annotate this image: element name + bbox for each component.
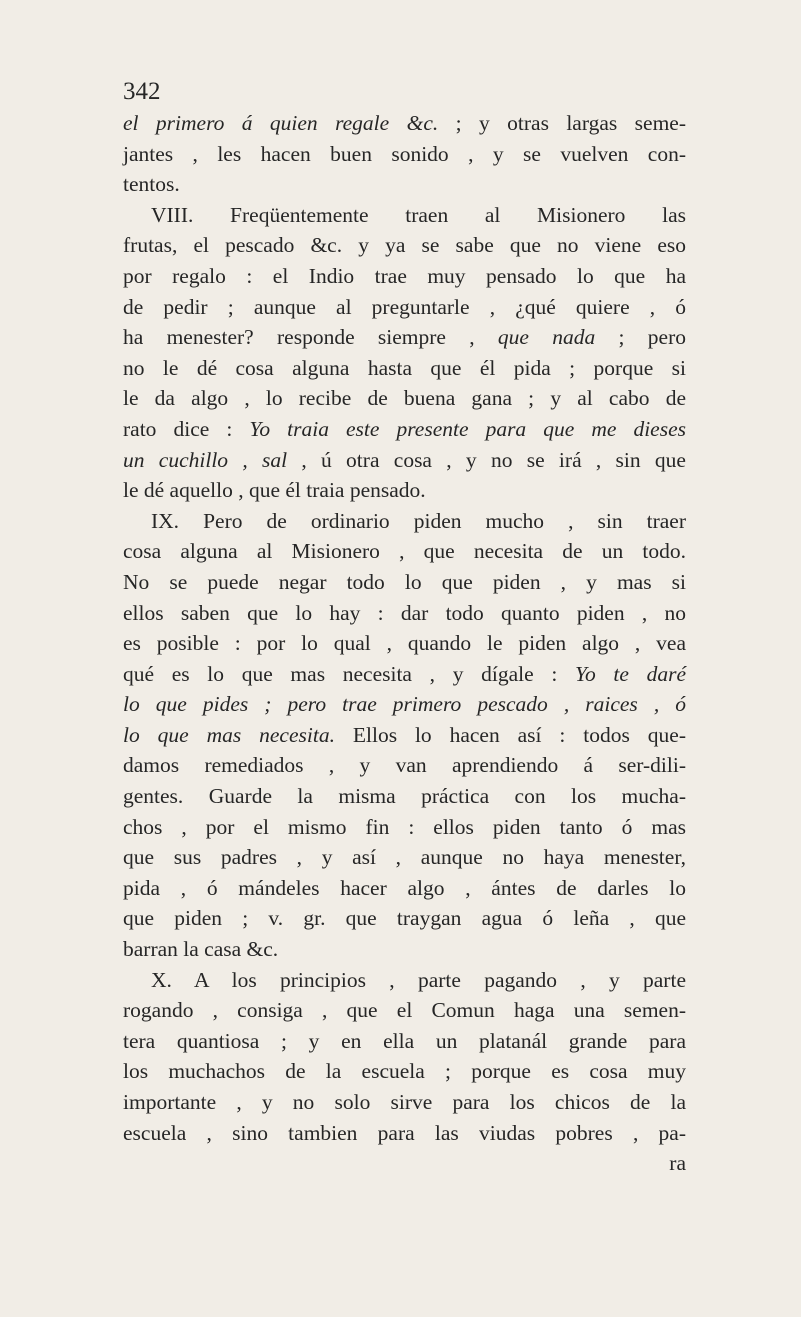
italic-text: que nada xyxy=(497,325,596,350)
text-line xyxy=(123,506,686,537)
text-line xyxy=(123,230,686,261)
italic-text: lo que pides ; pero trae primero pescado , raices , ó xyxy=(123,692,686,717)
text-line xyxy=(123,353,686,384)
text-line xyxy=(123,812,686,843)
text-line xyxy=(123,842,686,873)
text-segment: jantes , les hacen buen sonido , y se vuelven con- xyxy=(123,141,686,166)
text-line xyxy=(123,414,686,445)
text-line xyxy=(123,322,686,353)
text-segment: VIII. Freqüentemente traen al Misionero las xyxy=(151,202,686,227)
text-line xyxy=(123,536,686,567)
text-line xyxy=(123,750,686,781)
text-line xyxy=(123,1026,686,1057)
text-line xyxy=(123,1118,686,1149)
italic-text: un cuchillo , sal xyxy=(123,447,288,472)
text-line xyxy=(123,965,686,996)
text-segment: X. A los principios , parte pagando , y parte xyxy=(151,967,686,992)
text-line xyxy=(123,934,686,965)
text-segment: escuela , sino tambien para las viudas pobres , pa- xyxy=(123,1120,686,1145)
text-segment: ellos saben que lo hay : dar todo quanto piden , no xyxy=(123,600,686,625)
text-segment: que piden ; v. gr. que traygan agua ó leña , que xyxy=(123,906,686,931)
text-segment: que sus padres , y así , aunque no haya menester, xyxy=(123,845,686,870)
text-line xyxy=(123,1148,686,1179)
text-segment: no le dé cosa alguna hasta que él pida ; porque si xyxy=(123,355,686,380)
text-segment: , ú otra cosa , y no se irá , sin que xyxy=(287,447,686,472)
text-segment: ; y otras largas seme- xyxy=(438,111,686,135)
text-line xyxy=(123,659,686,690)
text-segment: ra xyxy=(669,1151,686,1176)
text-line xyxy=(123,475,686,506)
body-text xyxy=(123,108,686,1179)
text-segment: frutas, el pescado &c. y ya se sabe que no viene eso xyxy=(123,233,686,258)
text-segment: le da algo , lo recibe de buena gana ; y al cabo de xyxy=(123,386,686,411)
italic-text: Yo te daré xyxy=(574,661,686,686)
text-segment: Ellos lo hacen así : todos que- xyxy=(334,722,686,747)
text-line xyxy=(123,598,686,629)
text-line xyxy=(123,108,686,139)
text-line xyxy=(123,292,686,323)
text-line xyxy=(123,261,686,292)
italic-text: &c. xyxy=(406,111,439,135)
text-line xyxy=(123,445,686,476)
text-segment: chos , por el mismo fin : ellos piden tanto ó mas xyxy=(123,814,686,839)
text-segment: importante , y no solo sirve para los chicos de la xyxy=(123,1090,686,1114)
text-segment: ha menester? responde siempre , xyxy=(123,325,498,350)
text-segment: es posible : por lo qual , quando le piden algo , vea xyxy=(123,631,686,656)
text-segment: No se puede negar todo lo que piden , y mas si xyxy=(123,569,686,594)
text-segment: qué es lo que mas necesita , y dígale : xyxy=(123,661,575,686)
text-segment: le dé aquello , que él traia pensado. xyxy=(123,478,426,503)
text-segment: tentos. xyxy=(123,172,180,197)
text-line xyxy=(123,995,686,1026)
text-segment: rogando , consiga , que el Comun haga una semen- xyxy=(123,998,686,1023)
text-segment: IX. Pero de ordinario piden mucho , sin traer xyxy=(151,508,686,533)
text-line xyxy=(123,628,686,659)
text-line xyxy=(123,200,686,231)
text-segment: rato dice : xyxy=(123,416,250,441)
text-line xyxy=(123,689,686,720)
page-number: 342 xyxy=(123,78,161,105)
text-line xyxy=(123,139,686,170)
text-line xyxy=(123,903,686,934)
text-segment: pida , ó mándeles hacer algo , ántes de darles lo xyxy=(123,875,686,900)
italic-text: Yo traia este presente para que me dieses xyxy=(249,416,686,441)
text-line xyxy=(123,567,686,598)
italic-text: lo que mas necesita. xyxy=(123,722,335,747)
text-segment: damos remediados , y van aprendiendo á ser-dili- xyxy=(123,753,686,778)
text-segment: ; pero xyxy=(595,325,686,350)
text-segment: cosa alguna al Misionero , que necesita de un todo. xyxy=(123,539,686,564)
text-segment: gentes. Guarde la misma práctica con los mucha- xyxy=(123,784,686,809)
text-line xyxy=(123,873,686,904)
text-line xyxy=(123,1056,686,1087)
text-segment: barran la casa &c. xyxy=(123,937,279,962)
text-line xyxy=(123,1087,686,1118)
text-line xyxy=(123,781,686,812)
text-segment: tera quantiosa ; y en ella un platanál grande para xyxy=(123,1028,686,1053)
text-line xyxy=(123,720,686,751)
text-line xyxy=(123,169,686,200)
text-line xyxy=(123,383,686,414)
text-segment: de pedir ; aunque al preguntarle , ¿qué quiere , ó xyxy=(123,294,686,319)
italic-text: el primero á quien regale xyxy=(123,111,407,135)
text-segment: los muchachos de la escuela ; porque es cosa muy xyxy=(123,1059,686,1084)
text-segment: por regalo : el Indio trae muy pensado lo que ha xyxy=(123,263,686,288)
